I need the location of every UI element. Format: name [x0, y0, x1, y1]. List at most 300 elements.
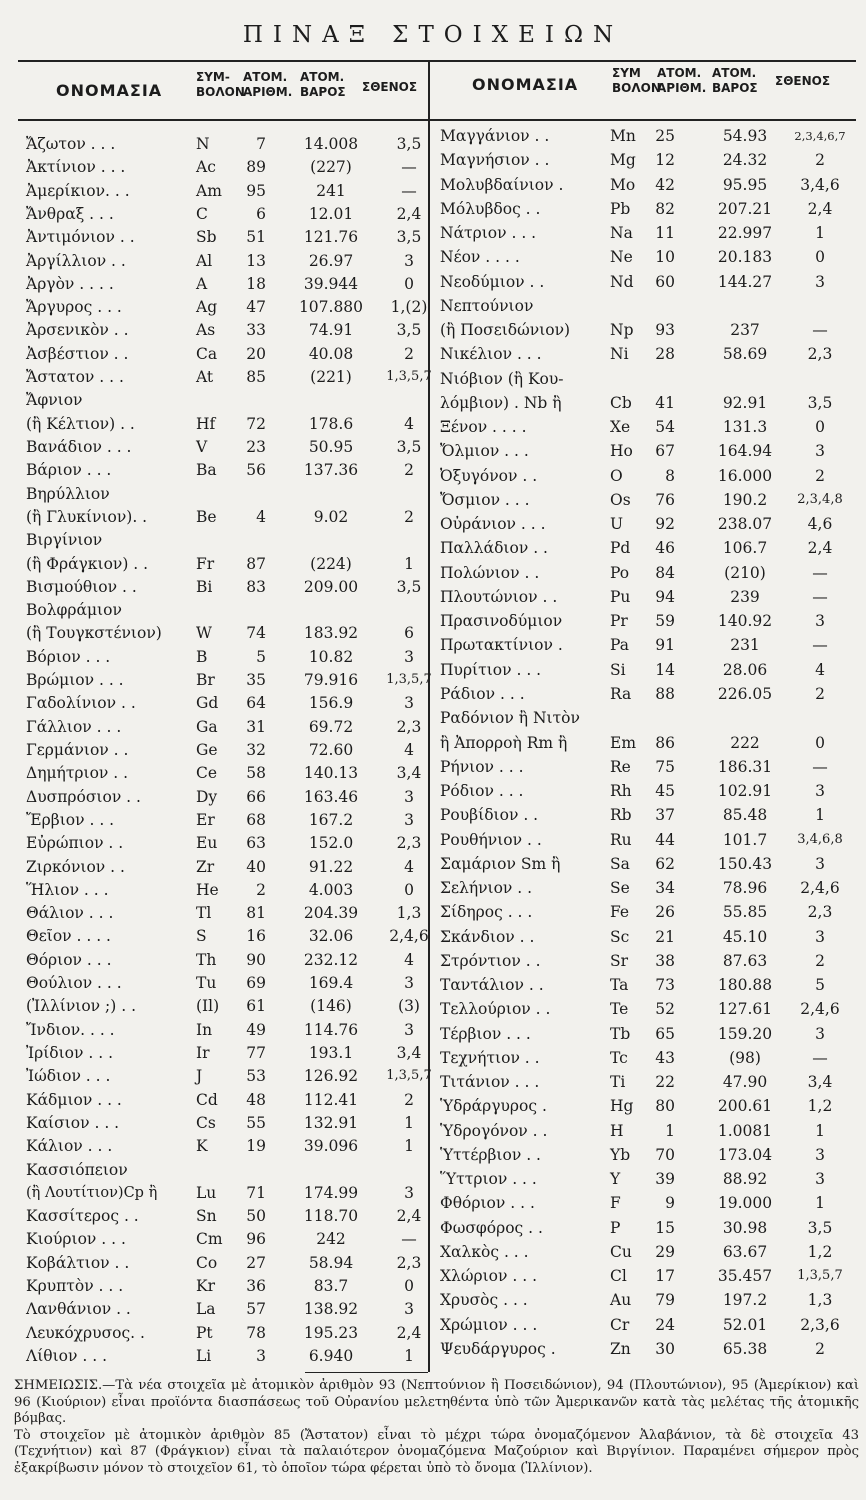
element-symbol: V	[196, 438, 208, 456]
element-atomic-weight: 10.82	[308, 648, 354, 666]
element-atomic-weight: 242	[316, 1230, 346, 1248]
element-name: Θούλιον . . .	[26, 974, 122, 992]
notes	[14, 1378, 859, 1477]
element-name: Νικέλιον . . .	[440, 345, 542, 363]
element-row	[440, 780, 860, 802]
element-symbol: He	[196, 881, 219, 899]
element-valence: 5	[815, 976, 825, 994]
element-name: Πυρίτιον . . .	[440, 661, 542, 679]
element-atomic-number: 12	[655, 151, 675, 169]
element-atomic-number: 43	[655, 1049, 675, 1067]
element-name: Νιόβιον (ἢ Κου-	[440, 370, 564, 388]
header-number-right	[657, 66, 706, 96]
element-name: Λανθάνιον . .	[26, 1300, 131, 1318]
element-atomic-weight: 222	[730, 734, 760, 752]
element-atomic-weight: 88.92	[722, 1170, 768, 1188]
element-atomic-weight: 121.76	[303, 228, 359, 246]
element-atomic-weight: (146)	[310, 997, 352, 1015]
element-symbol: C	[196, 205, 208, 223]
element-symbol: Rb	[610, 806, 632, 824]
element-atomic-number: 30	[655, 1340, 675, 1358]
element-name: Χλώριον . . .	[440, 1267, 538, 1285]
element-name: Θάλιον . . .	[26, 904, 114, 922]
element-atomic-weight: 239	[730, 588, 760, 606]
element-symbol: Pu	[610, 588, 631, 606]
element-valence: 1	[815, 1194, 825, 1212]
element-atomic-number: 68	[246, 811, 266, 829]
element-atomic-number: 3	[256, 1347, 266, 1365]
element-row	[440, 198, 860, 220]
element-valence: (3)	[398, 997, 420, 1015]
element-atomic-weight: 183.92	[303, 624, 359, 642]
header-name-right: ΟΝΟΜΑΣΙΑ	[472, 75, 579, 94]
element-valence: 3	[815, 612, 825, 630]
element-name: Λευκόχρυσος. .	[26, 1324, 145, 1342]
element-row	[440, 707, 860, 729]
element-symbol: K	[196, 1137, 208, 1155]
element-valence: 2	[404, 461, 414, 479]
element-atomic-weight: 19.000	[717, 1194, 773, 1212]
element-name: (Ἰλλίνιον ;) . .	[26, 997, 137, 1015]
element-symbol: Ce	[196, 764, 218, 782]
element-atomic-weight: 24.32	[722, 151, 768, 169]
element-name: (ἢ Φράγκιον) . .	[26, 555, 149, 573]
element-name: Βιργίνιον	[26, 531, 103, 549]
element-valence: 4,6	[807, 515, 833, 533]
element-name: Νέον . . . .	[440, 248, 520, 266]
element-row	[26, 436, 426, 458]
element-valence: 2,3	[396, 718, 422, 736]
notes-paragraph-2: Τὸ στοιχεῖον μὲ ἀτομικὸν ἀριθμὸν 85 (Ἄστατον) εἶναι τὸ μέχρι τώρα ὀνομαζόμενον Ἀλαβάνιον, τὰ δὲ στοιχεῖα 43 (Τεχνήτιον) καὶ 87 (Φράγκιον) εἶναι τὰ παλαιότερον ὀνομαζόμενα Μαζούριον καὶ Βιργίνιον. Παραμένει σήμερον πρὸς ἐξακρίβωσιν μόνον τὸ στοιχεῖον 61, τὸ ὁποῖον τώρα φέρεται ὑπὸ τὸ ὄνομα (Ἰλλίνιον).	[14, 1427, 859, 1476]
header-weight-right-line1: ΑΤΟΜ.	[712, 66, 757, 80]
element-atomic-number: 95	[246, 182, 266, 200]
element-row	[440, 1047, 860, 1069]
element-row	[26, 296, 426, 318]
element-valence: —	[812, 588, 828, 606]
element-name: Γάλλιον . . .	[26, 718, 122, 736]
element-row	[440, 659, 860, 681]
element-symbol: Sr	[610, 952, 629, 970]
element-atomic-weight: 209.00	[303, 578, 359, 596]
element-symbol: Bi	[196, 578, 213, 596]
element-atomic-weight: 112.41	[303, 1091, 359, 1109]
element-symbol: F	[610, 1194, 621, 1212]
element-name: Βάριον . . .	[26, 461, 112, 479]
element-row	[440, 1289, 860, 1311]
element-row	[26, 459, 426, 481]
element-row	[26, 389, 426, 411]
element-valence: 3	[404, 974, 414, 992]
element-atomic-number: 48	[246, 1091, 266, 1109]
element-valence: 2	[404, 345, 414, 363]
element-symbol: Na	[610, 224, 633, 242]
header-bottom-rule	[18, 119, 856, 121]
element-atomic-weight: 138.92	[303, 1300, 359, 1318]
element-valence: 3,5	[807, 1219, 833, 1237]
element-row	[440, 319, 860, 341]
element-name: Ἄργυρος . . .	[26, 298, 122, 316]
element-valence: 4	[404, 741, 414, 759]
element-row	[26, 1298, 426, 1320]
header-top-rule	[18, 60, 856, 62]
element-valence: 0	[815, 734, 825, 752]
element-symbol: Th	[196, 951, 217, 969]
element-valence: 0	[815, 418, 825, 436]
element-row	[26, 669, 432, 691]
element-symbol: Ge	[196, 741, 218, 759]
element-atomic-number: 54	[655, 418, 675, 436]
element-atomic-number: 36	[246, 1277, 266, 1295]
element-atomic-weight: 52.01	[722, 1316, 768, 1334]
element-valence: 1,2	[807, 1243, 833, 1261]
element-name: Ὑδρογόνον . .	[440, 1122, 548, 1140]
element-name: Κάλιον . . .	[26, 1137, 113, 1155]
element-row	[26, 856, 426, 878]
element-atomic-number: 84	[655, 564, 675, 582]
element-name: (ἢ Γλυκίνιον). .	[26, 508, 148, 526]
element-atomic-number: 7	[256, 135, 266, 153]
element-valence: 1	[815, 1122, 825, 1140]
element-atomic-weight: 50.95	[308, 438, 354, 456]
element-symbol: Am	[196, 182, 222, 200]
element-symbol: B	[196, 648, 208, 666]
element-name: ἢ Ἀπορροὴ Rm ἢ	[440, 734, 568, 752]
element-symbol: Cb	[610, 394, 632, 412]
element-atomic-number: 77	[246, 1044, 266, 1062]
element-symbol: Em	[610, 734, 637, 752]
element-row	[440, 1071, 860, 1093]
element-name: Τελλούριον . .	[440, 1000, 551, 1018]
element-name: Νεοδύμιον . .	[440, 273, 545, 291]
element-name: Πρασινοδύμιον	[440, 612, 563, 630]
element-symbol: Pr	[610, 612, 628, 630]
element-symbol: Tl	[196, 904, 212, 922]
element-atomic-number: 62	[655, 855, 675, 873]
element-row	[26, 1112, 426, 1134]
element-name: Ρόδιον . . .	[440, 782, 524, 800]
element-row	[26, 1182, 426, 1204]
element-atomic-number: 66	[246, 788, 266, 806]
element-valence: 1	[404, 1137, 414, 1155]
element-atomic-number: 1	[665, 1122, 675, 1140]
element-atomic-weight: 101.7	[722, 831, 768, 849]
element-name: Ζιρκόνιον . .	[26, 858, 125, 876]
element-valence: 4	[404, 951, 414, 969]
element-name: Τιτάνιον . . .	[440, 1073, 540, 1091]
header-symbol-right-line1: ΣΥΜ	[612, 66, 641, 80]
element-valence: 6	[404, 624, 414, 642]
element-symbol: Y	[610, 1170, 621, 1188]
element-symbol: Cr	[610, 1316, 630, 1334]
element-row	[440, 683, 860, 705]
element-atomic-weight: (210)	[724, 564, 766, 582]
element-valence: 2,4	[396, 1324, 422, 1342]
element-symbol: La	[196, 1300, 216, 1318]
element-row	[26, 413, 426, 435]
element-name: Κιούριον . . .	[26, 1230, 126, 1248]
element-valence: 3	[404, 811, 414, 829]
element-name: Κασσιόπειον	[26, 1161, 128, 1179]
element-atomic-number: 71	[246, 1184, 266, 1202]
element-row	[440, 901, 860, 923]
element-atomic-weight: 26.97	[308, 252, 354, 270]
element-name: Θόριον . . .	[26, 951, 112, 969]
element-row	[26, 925, 429, 947]
element-valence: 1,3,5,7	[797, 1268, 843, 1283]
element-atomic-weight: 87.63	[722, 952, 768, 970]
element-row	[26, 180, 426, 202]
element-name: Βισμούθιον . .	[26, 578, 137, 596]
element-symbol: In	[196, 1021, 213, 1039]
element-symbol: Se	[610, 879, 630, 897]
element-symbol: Mn	[610, 127, 636, 145]
element-name: Ψευδάργυρος .	[440, 1340, 556, 1358]
element-atomic-weight: 238.07	[717, 515, 773, 533]
notes-paragraph-1: ΣΗΜΕΙΩΣΙΣ.—Τὰ νέα στοιχεῖα μὲ ἀτομικὸν ἀριθμὸν 93 (Νεπτούνιον ἢ Ποσειδώνιον), 94 (Πλουτώνιον), 95 (Ἀμερίκιον) καὶ 96 (Κιούριον) εἶναι προϊόντα διασπάσεως τοῦ Οὐρανίου μελετηθέντα ὑπὸ τῶν Ἀμερικανῶν κατὰ τὰς μελέτας τῆς ἀτομικῆς βόμβας.	[14, 1378, 859, 1426]
header-symbol-right	[612, 66, 661, 96]
element-name: Γερμάνιον . .	[26, 741, 129, 759]
element-atomic-weight: 95.95	[722, 176, 768, 194]
element-row	[26, 203, 426, 225]
element-symbol: Kr	[196, 1277, 215, 1295]
element-valence: —	[812, 321, 828, 339]
element-row	[440, 804, 860, 826]
notes-rule	[305, 1372, 428, 1373]
element-atomic-weight: 178.6	[308, 415, 354, 433]
element-symbol: Zn	[610, 1340, 631, 1358]
element-symbol: Lu	[196, 1184, 217, 1202]
header-number-left	[243, 70, 292, 100]
element-row	[26, 250, 426, 272]
element-atomic-number: 81	[246, 904, 266, 922]
element-valence: 3	[404, 694, 414, 712]
element-name: (ἢ Ποσειδώνιον)	[440, 321, 571, 339]
element-name: Βρώμιον . . .	[26, 671, 124, 689]
element-name: Βηρύλλιον	[26, 485, 110, 503]
element-atomic-number: 20	[246, 345, 266, 363]
element-name: Βολφράμιον	[26, 601, 122, 619]
element-atomic-number: 86	[655, 734, 675, 752]
element-valence: 0	[404, 275, 414, 293]
element-valence: 2,4	[807, 539, 833, 557]
element-symbol: Cm	[196, 1230, 223, 1248]
element-atomic-number: 42	[655, 176, 675, 194]
header-weight-line2: ΒΑΡΟΣ	[300, 85, 346, 99]
element-atomic-weight: 12.01	[308, 205, 354, 223]
element-name: Σίδηρος . . .	[440, 903, 533, 921]
element-symbol: Al	[196, 252, 213, 270]
header-symbol-line1: ΣΥΜ-	[196, 70, 230, 84]
element-symbol: Np	[610, 321, 634, 339]
element-atomic-weight: 74.91	[308, 321, 354, 339]
element-row	[26, 1042, 426, 1064]
element-symbol: Re	[610, 758, 631, 776]
element-valence: 2	[815, 685, 825, 703]
element-valence: —	[812, 636, 828, 654]
element-symbol: Sn	[196, 1207, 217, 1225]
element-atomic-weight: 30.98	[722, 1219, 768, 1237]
element-atomic-weight: 91.22	[308, 858, 354, 876]
element-valence: 3,4,6	[800, 176, 840, 194]
element-valence: 3	[815, 782, 825, 800]
element-valence: 3,4	[807, 1073, 833, 1091]
element-atomic-weight: 167.2	[308, 811, 354, 829]
element-atomic-weight: (224)	[310, 555, 352, 573]
element-atomic-weight: 150.43	[717, 855, 773, 873]
element-row	[440, 295, 860, 317]
element-valence: 2,3	[807, 345, 833, 363]
element-atomic-weight: 156.9	[308, 694, 354, 712]
element-row	[440, 1338, 860, 1360]
element-valence: 4	[815, 661, 825, 679]
element-atomic-weight: 35.457	[717, 1267, 773, 1285]
element-atomic-weight: 241	[316, 182, 346, 200]
element-atomic-weight: 118.70	[303, 1207, 359, 1225]
element-atomic-number: 37	[655, 806, 675, 824]
element-symbol: U	[610, 515, 624, 533]
element-name: Γαδολίνιον . .	[26, 694, 136, 712]
element-row	[440, 1144, 860, 1166]
element-row	[440, 877, 860, 899]
element-name: Ἀρσενικὸν . .	[26, 321, 129, 339]
element-symbol: Ti	[610, 1073, 626, 1091]
element-valence: 3	[815, 855, 825, 873]
element-row	[440, 368, 860, 390]
page-title: ΠΙΝΑΞ ΣΤΟΙΧΕΙΩΝ	[242, 22, 624, 48]
element-atomic-weight: 159.20	[717, 1025, 773, 1043]
element-atomic-number: 8	[665, 467, 675, 485]
element-symbol: Hg	[610, 1097, 634, 1115]
element-atomic-number: 38	[655, 952, 675, 970]
element-atomic-number: 15	[655, 1219, 675, 1237]
element-symbol: Er	[196, 811, 215, 829]
element-valence: 3,5	[396, 135, 422, 153]
element-atomic-weight: 39.944	[303, 275, 359, 293]
element-name: Τεχνήτιον . .	[440, 1049, 540, 1067]
element-valence: 1	[815, 224, 825, 242]
element-row	[440, 1241, 860, 1263]
element-valence: 1,3	[807, 1291, 833, 1309]
element-atomic-number: 40	[246, 858, 266, 876]
element-symbol: Ru	[610, 831, 632, 849]
element-symbol: Yb	[610, 1146, 631, 1164]
element-name: Ὄσμιον . . .	[440, 491, 530, 509]
header-number-line2: ΑΡΙΘΜ.	[243, 85, 293, 99]
element-symbol: P	[610, 1219, 621, 1237]
element-atomic-weight: 180.88	[717, 976, 773, 994]
element-atomic-weight: 78.96	[722, 879, 768, 897]
header-number-right-line2: ΑΡΙΘΜ.	[657, 81, 707, 95]
element-name: Ἔρβιον . . .	[26, 811, 115, 829]
element-atomic-weight: 83.7	[313, 1277, 349, 1295]
element-valence: 3	[815, 1025, 825, 1043]
element-name: Καίσιον . . .	[26, 1114, 120, 1132]
element-atomic-weight: 152.0	[308, 834, 354, 852]
element-name: Χρώμιον . . .	[440, 1316, 538, 1334]
element-atomic-number: 17	[655, 1267, 675, 1285]
element-atomic-weight: 28.06	[722, 661, 768, 679]
element-symbol: Dy	[196, 788, 218, 806]
element-atomic-number: 35	[246, 671, 266, 689]
element-valence: 3	[815, 928, 825, 946]
element-atomic-weight: 169.4	[308, 974, 354, 992]
element-atomic-number: 87	[246, 555, 266, 573]
element-symbol: Ca	[196, 345, 218, 363]
element-row	[26, 156, 426, 178]
element-symbol: Cu	[610, 1243, 632, 1261]
element-row	[440, 246, 860, 268]
element-atomic-number: 82	[655, 200, 675, 218]
element-row	[26, 576, 426, 598]
element-atomic-number: 49	[246, 1021, 266, 1039]
header-number-right-line1: ΑΤΟΜ.	[657, 66, 702, 80]
element-row	[26, 1322, 426, 1344]
element-symbol: Hf	[196, 415, 216, 433]
element-name: Βόριον . . .	[26, 648, 111, 666]
element-atomic-weight: (221)	[310, 368, 352, 386]
element-atomic-weight: 197.2	[722, 1291, 768, 1309]
element-atomic-number: 58	[246, 764, 266, 782]
element-valence: 3	[404, 1300, 414, 1318]
element-symbol: Au	[610, 1291, 632, 1309]
element-atomic-weight: 22.997	[717, 224, 773, 242]
element-atomic-number: 75	[655, 758, 675, 776]
element-atomic-weight: 39.096	[303, 1137, 359, 1155]
element-symbol: Co	[196, 1254, 218, 1272]
element-atomic-weight: 79.916	[303, 671, 359, 689]
element-valence: 3,5	[396, 578, 422, 596]
element-row	[440, 513, 860, 535]
element-atomic-number: 88	[655, 685, 675, 703]
element-symbol: N	[196, 135, 210, 153]
element-valence: —	[812, 564, 828, 582]
element-symbol: Ba	[196, 461, 217, 479]
element-row	[440, 853, 860, 875]
element-atomic-weight: 1.0081	[717, 1122, 773, 1140]
element-atomic-weight: 54.93	[722, 127, 768, 145]
header-weight-right	[712, 66, 758, 96]
element-name: Ὑττέρβιον . .	[440, 1146, 541, 1164]
element-atomic-number: 55	[246, 1114, 266, 1132]
element-valence: 2	[404, 508, 414, 526]
element-symbol: Tc	[610, 1049, 628, 1067]
element-valence: —	[401, 1230, 417, 1248]
header-symbol-right-line2: ΒΟΛΟΝ	[612, 81, 661, 95]
element-valence: 2	[404, 1091, 414, 1109]
element-atomic-weight: 16.000	[717, 467, 773, 485]
element-atomic-number: 2	[256, 881, 266, 899]
element-valence: 3	[404, 1021, 414, 1039]
element-name: Οὐράνιον . . .	[440, 515, 546, 533]
element-name: Πλουτώνιον . .	[440, 588, 558, 606]
element-atomic-weight: 126.92	[303, 1067, 359, 1085]
element-valence: 3	[404, 252, 414, 270]
element-atomic-weight: 85.48	[722, 806, 768, 824]
element-atomic-weight: 204.39	[303, 904, 359, 922]
element-row	[440, 271, 860, 293]
element-row	[440, 926, 860, 948]
element-atomic-weight: 164.94	[717, 442, 773, 460]
element-atomic-weight: 144.27	[717, 273, 773, 291]
element-valence: 2,4,6	[800, 879, 840, 897]
element-row	[440, 998, 860, 1020]
element-symbol: Pd	[610, 539, 631, 557]
element-name: Ἰρίδιον . . .	[26, 1044, 113, 1062]
element-name: Ταντάλιον . .	[440, 976, 544, 994]
element-atomic-weight: 237	[730, 321, 760, 339]
element-row	[26, 995, 426, 1017]
element-atomic-weight: 14.008	[303, 135, 359, 153]
